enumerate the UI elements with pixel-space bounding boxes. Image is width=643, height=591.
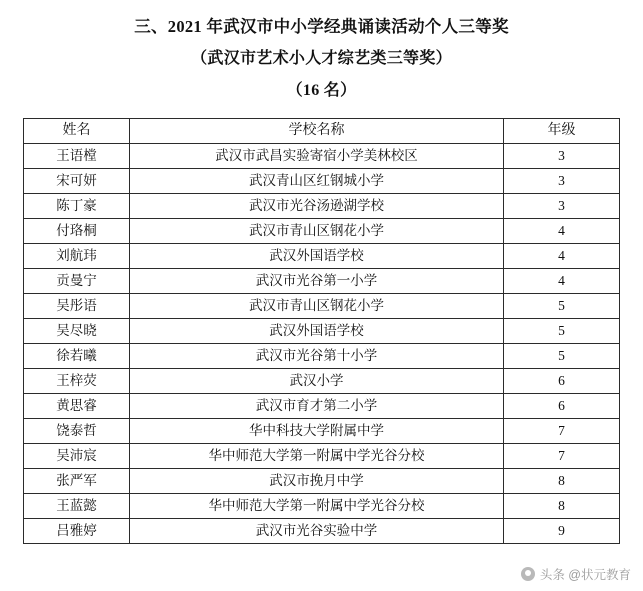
award-table [23,118,620,544]
table-header-row [24,119,620,144]
cell-name: 贡曼宁 [24,269,130,294]
table-row [24,219,620,244]
cell-name: 张严军 [24,469,130,494]
cell-name: 王蓝懿 [24,494,130,519]
table-row [24,394,620,419]
cell-school: 武汉青山区红钢城小学 [130,169,504,194]
cell-name: 付珞桐 [24,219,130,244]
toutiao-logo-icon [521,567,535,581]
cell-name: 吴尽晓 [24,319,130,344]
page-count: （16 名） [286,82,357,100]
cell-name: 徐若曦 [24,344,130,369]
cell-school: 武汉市光谷汤逊湖学校 [130,194,504,219]
table-row [24,319,620,344]
cell-grade: 5 [504,319,620,344]
cell-name: 黄思睿 [24,394,130,419]
page-subtitle: （武汉市艺术小人才综艺类三等奖） [191,49,452,67]
table-row [24,194,620,219]
table-row [24,469,620,494]
page-title: 三、2021 年武汉市中小学经典诵读活动个人三等奖 [134,17,509,36]
cell-grade: 3 [504,169,620,194]
cell-grade: 4 [504,269,620,294]
cell-name: 刘航玮 [24,244,130,269]
cell-school: 武汉市挽月中学 [130,469,504,494]
cell-grade: 7 [504,444,620,469]
table-head [24,119,620,144]
table-row [24,144,620,169]
cell-grade: 3 [504,144,620,169]
cell-name: 吕雅婷 [24,519,130,544]
cell-school: 武汉市光谷实验中学 [130,519,504,544]
cell-school: 华中师范大学第一附属中学光谷分校 [130,444,504,469]
cell-name: 饶泰哲 [24,419,130,444]
column-header-grade: 年级 [504,119,620,144]
cell-school: 武汉市光谷第十小学 [130,344,504,369]
cell-grade: 5 [504,294,620,319]
cell-name: 王梓荧 [24,369,130,394]
column-header-name: 姓名 [24,119,130,144]
cell-grade: 6 [504,369,620,394]
table-body [24,144,620,544]
cell-grade: 3 [504,194,620,219]
cell-school: 武汉外国语学校 [130,244,504,269]
cell-school: 武汉小学 [130,369,504,394]
cell-name: 陈丁豪 [24,194,130,219]
table-row [24,369,620,394]
cell-school: 武汉市青山区钢花小学 [130,219,504,244]
column-header-school: 学校名称 [130,119,504,144]
table-row [24,519,620,544]
cell-grade: 9 [504,519,620,544]
cell-school: 武汉市育才第二小学 [130,394,504,419]
cell-grade: 8 [504,469,620,494]
cell-school: 华中科技大学附属中学 [130,419,504,444]
cell-name: 吴彤语 [24,294,130,319]
table-row [24,444,620,469]
cell-grade: 8 [504,494,620,519]
cell-grade: 5 [504,344,620,369]
cell-school: 华中师范大学第一附属中学光谷分校 [130,494,504,519]
table-row [24,244,620,269]
cell-name: 王语樘 [24,144,130,169]
table-row [24,269,620,294]
cell-school: 武汉外国语学校 [130,319,504,344]
cell-name: 宋可妍 [24,169,130,194]
title-block [0,0,643,104]
table-row [24,294,620,319]
table-row [24,344,620,369]
cell-grade: 6 [504,394,620,419]
cell-name: 吴沛宸 [24,444,130,469]
cell-school: 武汉市青山区钢花小学 [130,294,504,319]
cell-school: 武汉市光谷第一小学 [130,269,504,294]
table-row [24,494,620,519]
table-row [24,169,620,194]
cell-grade: 4 [504,244,620,269]
watermark [521,565,631,583]
watermark-label: 头条 @状元教育 [539,568,631,582]
cell-school: 武汉市武昌实验寄宿小学美林校区 [130,144,504,169]
cell-grade: 7 [504,419,620,444]
table-row [24,419,620,444]
cell-grade: 4 [504,219,620,244]
